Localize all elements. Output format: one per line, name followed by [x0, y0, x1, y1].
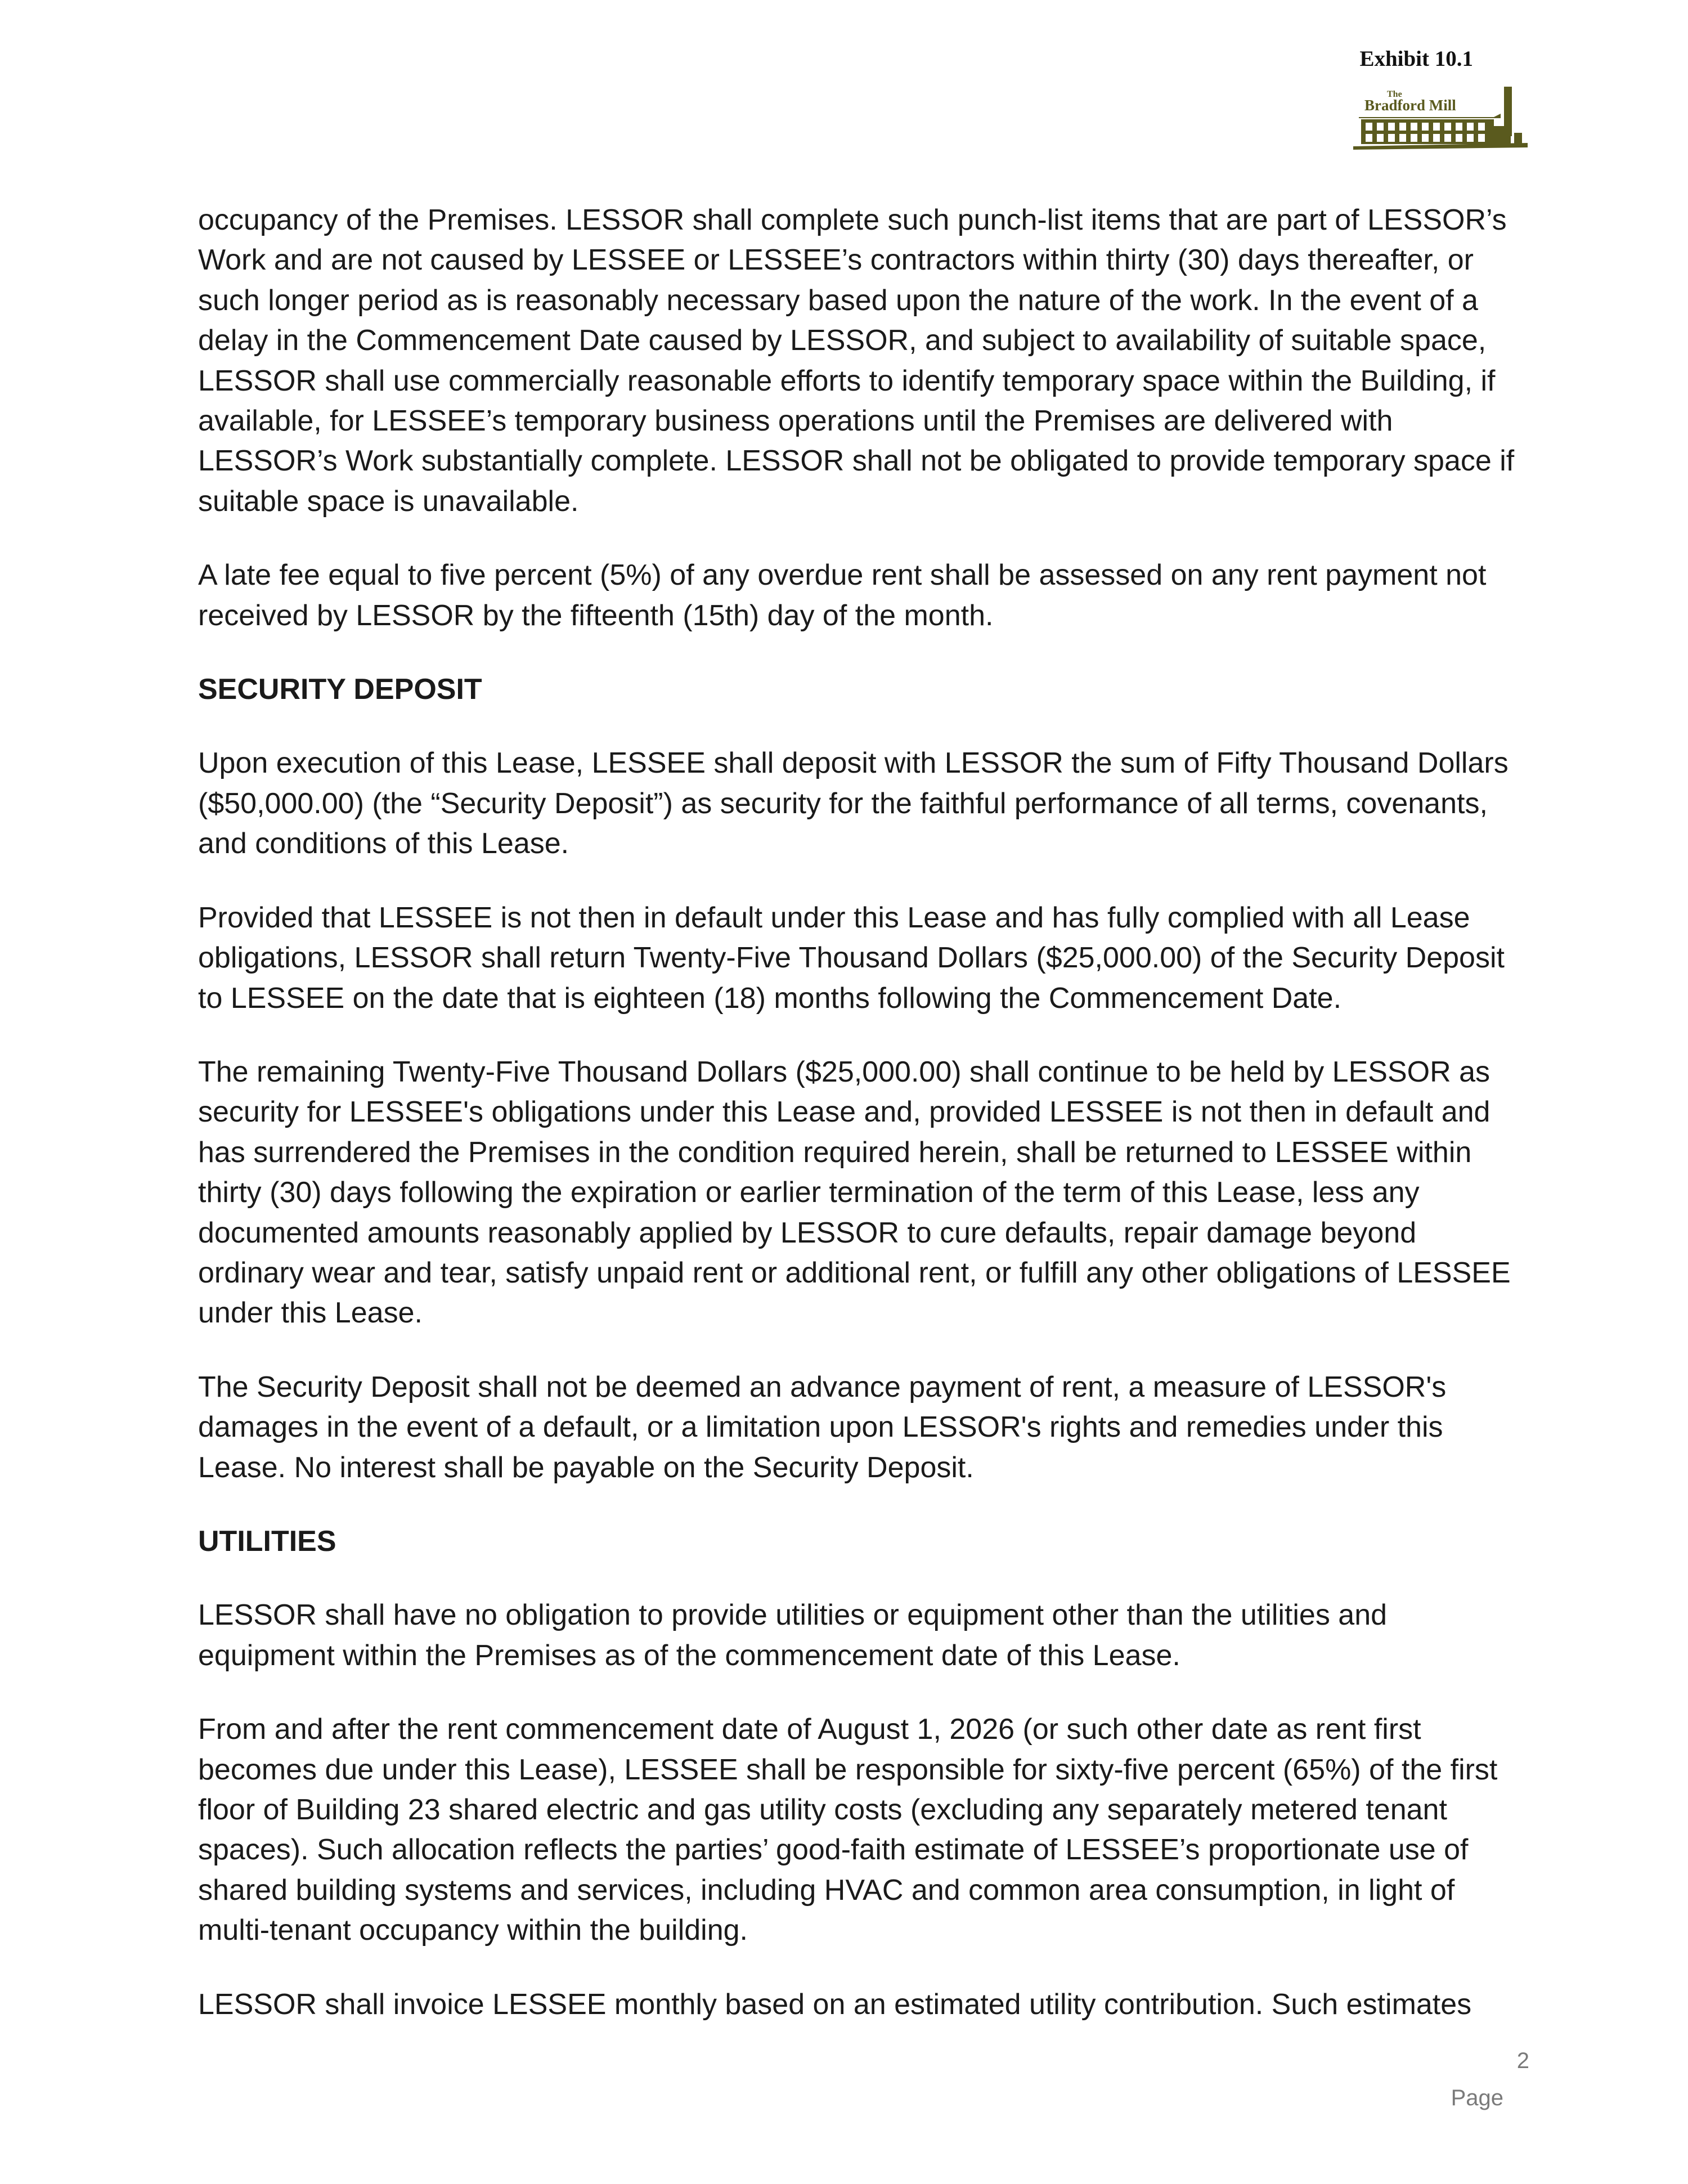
mill-building-icon [1353, 84, 1533, 160]
page-label: Page [1451, 2086, 1503, 2110]
heading-security-deposit: SECURITY DEPOSIT [198, 673, 482, 706]
paragraph-utilities-obligation: LESSOR shall have no obligation to provide utilities or equipment other than the utilities and equipment within the Premises as of the commencement date of this Lease. [198, 1599, 1388, 1672]
bradford-mill-logo [1353, 84, 1533, 160]
heading-utilities: UTILITIES [198, 1524, 336, 1558]
page-number: 2 [1516, 2048, 1529, 2073]
paragraph-security-deposit: Upon execution of this Lease, LESSEE shall deposit with LESSOR the sum of Fifty Thousand Dollars ($50,000.00) (the “Security Deposit”) as security for the faithful performance of all terms, covenants, and conditions of this Lease. [198, 747, 1509, 860]
lease-body [198, 200, 1526, 2059]
paragraph-late-fee: A late fee equal to five percent (5%) of any overdue rent shall be assessed on any rent payment not received by LESSOR by the fifteenth (15th) day of the month. [198, 559, 1487, 632]
paragraph-deposit-terms: The Security Deposit shall not be deemed an advance payment of rent, a measure of LESSOR's damages in the event of a default, or a limitation upon LESSOR's rights and remedies under this Lease. No interest shall be payable on the Security Deposit. [198, 1370, 1447, 1484]
logo-text-the: The [1387, 89, 1402, 99]
exhibit-label: Exhibit 10.1 [1359, 47, 1473, 71]
paragraph-punch-list: occupancy of the Premises. LESSOR shall complete such punch-list items that are part of LESSOR’s Work and are not caused by LESSEE or LESSEE’s contractors within thirty (30) days thereafter, or such longer period as is reasonably necessary based upon the nature of the work. In the event of a delay in the Commencement Date caused by LESSOR, and subject to availability of suitable space, LESSOR shall use commercially reasonable efforts to identify temporary space within the Building, if available, for LESSEE’s temporary business operations until the Premises are delivered with LESSOR’s Work substantially complete. LESSOR shall not be obligated to provide temporary space if suitable space is unavailable. [198, 204, 1515, 518]
paragraph-remaining-deposit: The remaining Twenty-Five Thousand Dollars ($25,000.00) shall continue to be held by LESSOR as security for LESSEE's obligations under this Lease and, provided LESSEE is not then in default and has surrendered the Premises in the condition required herein, shall be returned to LESSEE within thirty (30) days following the expiration or earlier termination of the term of this Lease, less any documented amounts reasonably applied by LESSOR to cure defaults, repair damage beyond ordinary wear and tear, satisfy unpaid rent or additional rent, or fulfill any other obligations of LESSEE under this Lease. [198, 1055, 1511, 1330]
paragraph-utility-invoice: LESSOR shall invoice LESSEE monthly based on an estimated utility contribution. Such estimates [198, 1988, 1472, 2021]
paragraph-utility-allocation: From and after the rent commencement date of August 1, 2026 (or such other date as rent first becomes due under this Lease), LESSEE shall be responsible for sixty-five percent (65%) of the first floor of Building 23 shared electric and gas utility costs (excluding any separately metered tenant spaces). Such allocation reflects the parties’ good-faith estimate of LESSEE’s proportionate use of shared building systems and services, including HVAC and common area consumption, in light of multi-tenant occupancy within the building. [198, 1713, 1498, 1947]
paragraph-partial-return: Provided that LESSEE is not then in default under this Lease and has fully complied with all Lease obligations, LESSOR shall return Twenty-Five Thousand Dollars ($25,000.00) of the Security Deposit to LESSEE on the date that is eighteen (18) months following the Commencement Date. [198, 901, 1505, 1015]
logo-text-name: Bradford Mill [1364, 97, 1456, 114]
